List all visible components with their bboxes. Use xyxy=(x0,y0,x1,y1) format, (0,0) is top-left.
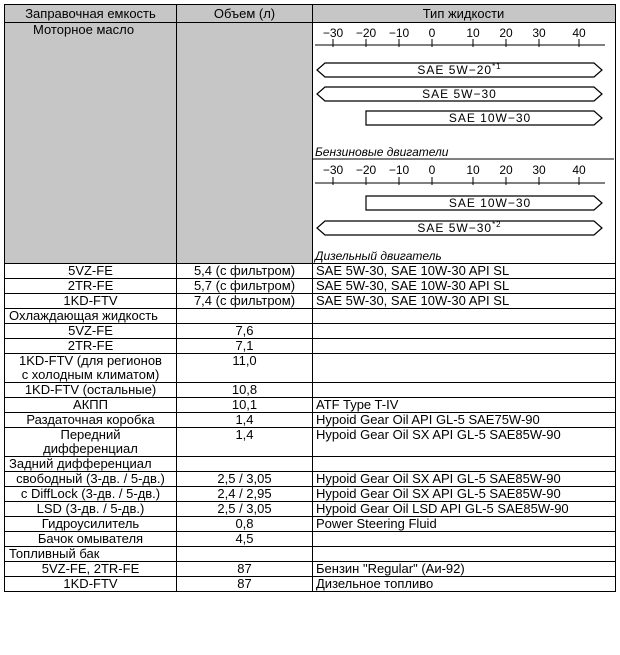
transfer-case-name: Раздаточная коробка xyxy=(5,413,177,428)
coolant-title: Охлаждающая жидкость xyxy=(5,309,177,324)
rear-diff-section-row xyxy=(5,457,616,472)
rear-diff-lock-name: с DiffLock (3-дв. / 5-дв.) xyxy=(5,487,177,502)
viscosity-bar-label: SAE 5W−30 xyxy=(422,87,497,101)
gasoline-tick-label: 10 xyxy=(466,26,480,40)
engine-oil-5vz-volume: 5,4 (с фильтром) xyxy=(177,264,313,279)
header-fluid-type: Тип жидкости xyxy=(313,5,616,23)
front-diff-name xyxy=(5,428,177,457)
coolant-2tr-row xyxy=(5,339,616,354)
viscosity-diagram xyxy=(313,23,614,263)
transfer-case-row xyxy=(5,413,616,428)
engine-oil-title: Моторное масло xyxy=(5,23,177,264)
diesel-tick-label: 30 xyxy=(532,163,546,177)
rear-diff-title: Задний дифференциал xyxy=(5,457,177,472)
engine-oil-2tr-name: 2TR-FE xyxy=(5,279,177,294)
coolant-1kd-other-volume: 10,8 xyxy=(177,383,313,398)
engine-oil-2tr-row xyxy=(5,279,616,294)
power-steering-volume: 0,8 xyxy=(177,517,313,532)
rear-diff-open-row xyxy=(5,472,616,487)
diesel-tick-label: −30 xyxy=(322,163,344,177)
fuel-diesel-name: 1KD-FTV xyxy=(5,577,177,592)
coolant-2tr-fluid xyxy=(313,339,616,354)
washer-volume: 4,5 xyxy=(177,532,313,547)
viscosity-bar-label: SAE $5W-30^{*2}$ xyxy=(417,220,502,235)
engine-oil-5vz-name: 5VZ-FE xyxy=(5,264,177,279)
transfer-case-volume: 1,4 xyxy=(177,413,313,428)
coolant-5vz-fluid xyxy=(313,324,616,339)
diesel-tick-label: −10 xyxy=(388,163,410,177)
header-volume: Объем (л) xyxy=(177,5,313,23)
engine-oil-5vz-row xyxy=(5,264,616,279)
washer-fluid xyxy=(313,532,616,547)
viscosity-bar-label: SAE 10W−30 xyxy=(448,196,532,210)
fuel-diesel-volume: 87 xyxy=(177,577,313,592)
fuel-diesel-fluid: Дизельное топливо xyxy=(313,577,616,592)
viscosity-bar-label: SAE 10W−30 xyxy=(448,111,532,125)
rear-diff-lock-fluid: Hypoid Gear Oil SX API GL-5 SAE85W-90 xyxy=(313,487,616,502)
rear-diff-lock-volume: 2,4 / 2,95 xyxy=(177,487,313,502)
diesel-tick-label: −20 xyxy=(355,163,377,177)
coolant-2tr-volume: 7,1 xyxy=(177,339,313,354)
akpp-name: АКПП xyxy=(5,398,177,413)
front-diff-name-line1: Передний xyxy=(60,427,121,442)
akpp-fluid: ATF Type T-IV xyxy=(313,398,616,413)
diesel-caption: Дизельный двигатель xyxy=(315,249,442,263)
refill-capacity-table xyxy=(4,4,616,592)
coolant-1kd-cold-volume: 11,0 xyxy=(177,354,313,383)
coolant-1kd-other-fluid xyxy=(313,383,616,398)
gasoline-tick-label: 0 xyxy=(428,26,436,40)
engine-oil-2tr-fluid: SAE 5W-30, SAE 10W-30 API SL xyxy=(313,279,616,294)
diesel-tick-label: 40 xyxy=(572,163,586,177)
power-steering-row xyxy=(5,517,616,532)
viscosity-diagram-cell xyxy=(313,23,616,264)
front-diff-name-line2: дифференциал xyxy=(43,441,138,456)
engine-oil-2tr-volume: 5,7 (с фильтром) xyxy=(177,279,313,294)
coolant-1kd-other-name: 1KD-FTV (остальные) xyxy=(5,383,177,398)
rear-diff-open-volume: 2,5 / 3,05 xyxy=(177,472,313,487)
engine-oil-volume-empty xyxy=(177,23,313,264)
rear-diff-lsd-volume: 2,5 / 3,05 xyxy=(177,502,313,517)
gasoline-tick-label: 20 xyxy=(499,26,513,40)
fuel-diesel-row xyxy=(5,577,616,592)
front-diff-fluid: Hypoid Gear Oil SX API GL-5 SAE85W-90 xyxy=(313,428,616,457)
rear-diff-lsd-name: LSD (3-дв. / 5-дв.) xyxy=(5,502,177,517)
washer-name: Бачок омывателя xyxy=(5,532,177,547)
rear-diff-lsd-fluid: Hypoid Gear Oil LSD API GL-5 SAE85W-90 xyxy=(313,502,616,517)
engine-oil-1kd-volume: 7,4 (с фильтром) xyxy=(177,294,313,309)
gasoline-tick-label: 30 xyxy=(532,26,546,40)
transfer-case-fluid: Hypoid Gear Oil API GL-5 SAE75W-90 xyxy=(313,413,616,428)
gasoline-tick-label: −30 xyxy=(322,26,344,40)
rear-diff-open-name: свободный (3-дв. / 5-дв.) xyxy=(5,472,177,487)
diesel-tick-label: 0 xyxy=(428,163,436,177)
fuel-title: Топливный бак xyxy=(5,547,177,562)
coolant-1kd-cold-name-line1: 1KD-FTV (для регионов xyxy=(19,353,162,368)
rear-diff-open-fluid: Hypoid Gear Oil SX API GL-5 SAE85W-90 xyxy=(313,472,616,487)
rear-diff-lsd-row xyxy=(5,502,616,517)
header-capacity: Заправочная емкость xyxy=(5,5,177,23)
engine-oil-1kd-name: 1KD-FTV xyxy=(5,294,177,309)
coolant-5vz-volume: 7,6 xyxy=(177,324,313,339)
fuel-gasoline-fluid: Бензин "Regular" (Аи-92) xyxy=(313,562,616,577)
coolant-section-row xyxy=(5,309,616,324)
power-steering-name: Гидроусилитель xyxy=(5,517,177,532)
front-diff-row xyxy=(5,428,616,457)
coolant-2tr-name: 2TR-FE xyxy=(5,339,177,354)
engine-oil-row xyxy=(5,23,616,264)
akpp-row xyxy=(5,398,616,413)
engine-oil-1kd-fluid: SAE 5W-30, SAE 10W-30 API SL xyxy=(313,294,616,309)
fuel-gasoline-row xyxy=(5,562,616,577)
coolant-5vz-row xyxy=(5,324,616,339)
washer-row xyxy=(5,532,616,547)
rear-diff-lock-row xyxy=(5,487,616,502)
akpp-volume: 10,1 xyxy=(177,398,313,413)
gasoline-tick-label: 40 xyxy=(572,26,586,40)
coolant-1kd-other-row xyxy=(5,383,616,398)
coolant-1kd-cold-fluid xyxy=(313,354,616,383)
power-steering-fluid: Power Steering Fluid xyxy=(313,517,616,532)
gasoline-tick-label: −10 xyxy=(388,26,410,40)
viscosity-bar-label: SAE $5W-20^{*1}$ xyxy=(417,62,502,77)
coolant-1kd-cold-name xyxy=(5,354,177,383)
coolant-5vz-name: 5VZ-FE xyxy=(5,324,177,339)
coolant-1kd-cold-name-line2: с холодным климатом) xyxy=(21,367,160,382)
gasoline-tick-label: −20 xyxy=(355,26,377,40)
fuel-section-row xyxy=(5,547,616,562)
engine-oil-5vz-fluid: SAE 5W-30, SAE 10W-30 API SL xyxy=(313,264,616,279)
front-diff-volume: 1,4 xyxy=(177,428,313,457)
fuel-gasoline-volume: 87 xyxy=(177,562,313,577)
coolant-1kd-cold-row xyxy=(5,354,616,383)
engine-oil-1kd-row xyxy=(5,294,616,309)
table-header-row xyxy=(5,5,616,23)
diesel-tick-label: 20 xyxy=(499,163,513,177)
fuel-gasoline-name: 5VZ-FE, 2TR-FE xyxy=(5,562,177,577)
gasoline-caption: Бензиновые двигатели xyxy=(315,145,449,159)
diesel-tick-label: 10 xyxy=(466,163,480,177)
